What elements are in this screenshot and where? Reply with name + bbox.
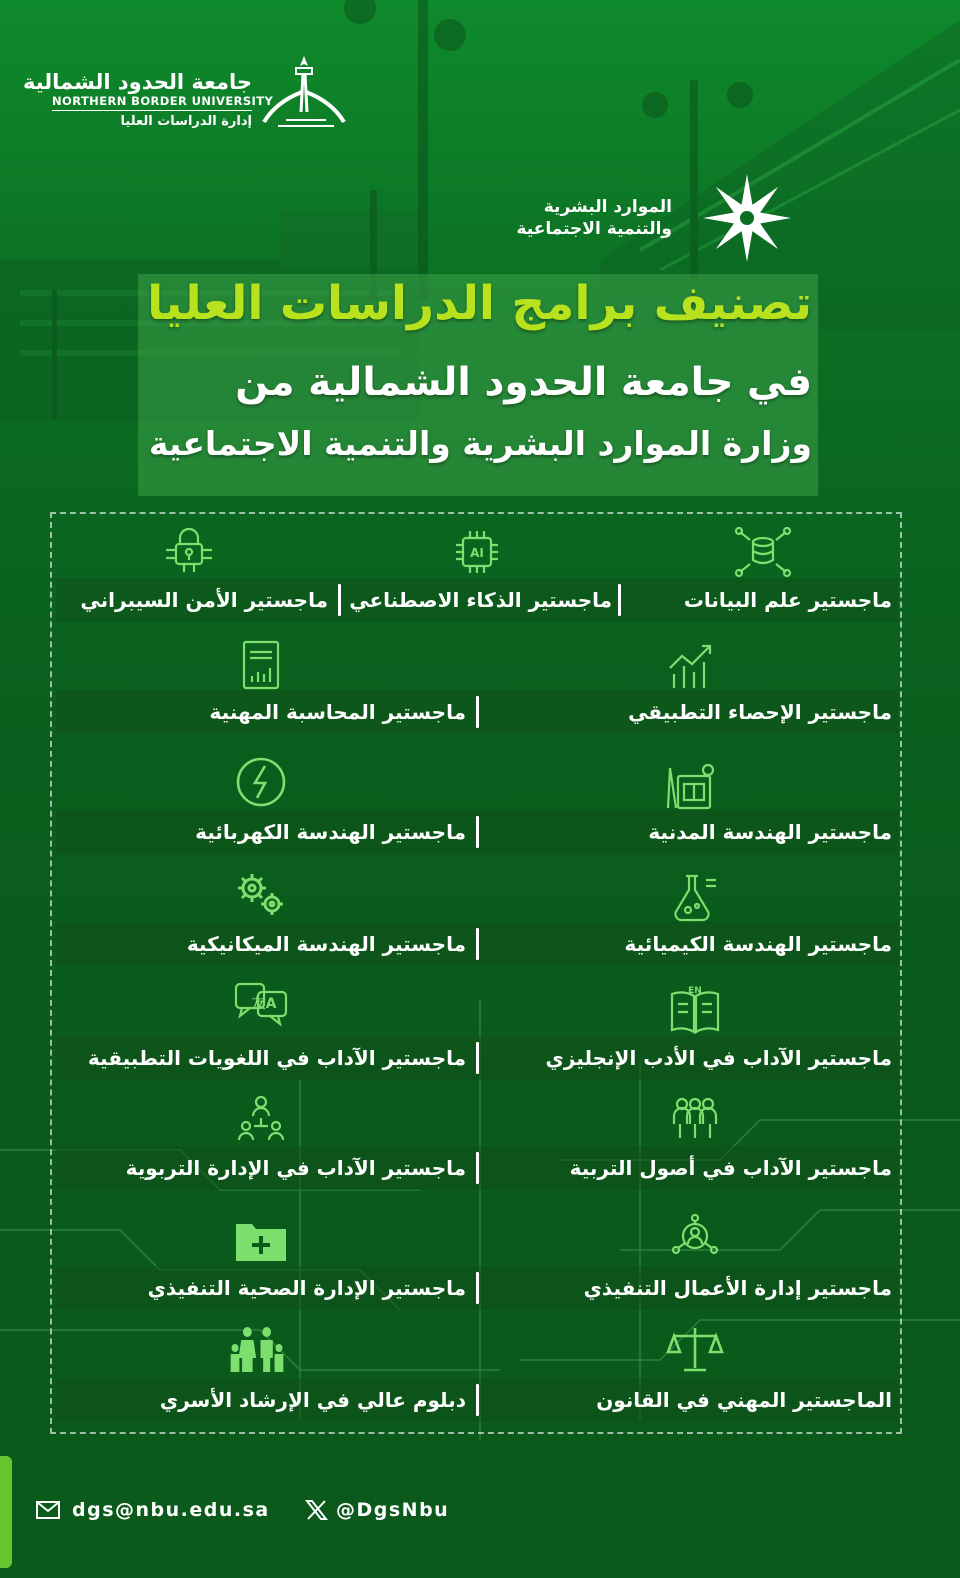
program-row-1 — [56, 578, 898, 622]
row-separator — [476, 1272, 479, 1304]
program-artificial-intelligence: ماجستير الذكاء الاصطناعي — [349, 588, 612, 612]
law-scales-icon — [666, 1324, 724, 1376]
logo-divider — [52, 110, 252, 111]
x-social-icon — [304, 1500, 328, 1520]
mechanical-gears-icon — [232, 868, 290, 920]
row-separator — [618, 584, 621, 616]
translation-icon — [232, 980, 290, 1032]
row-separator — [476, 1384, 479, 1416]
ai-chip-icon — [448, 526, 506, 578]
ministry-name-line1: الموارد البشرية — [543, 197, 672, 217]
translate-label: 友A — [251, 996, 277, 1012]
program-row-8 — [56, 1378, 898, 1422]
health-folder-icon — [232, 1214, 290, 1266]
program-cyber-security: ماجستير الأمن السيبراني — [80, 588, 328, 612]
business-administration-icon — [666, 1212, 724, 1264]
program-professional-accounting: ماجستير المحاسبة المهنية — [209, 700, 466, 724]
program-executive-business-administration: ماجستير إدارة الأعمال التنفيذي — [583, 1276, 892, 1300]
electrical-bolt-icon — [232, 756, 290, 808]
education-group-icon — [666, 1094, 724, 1146]
program-chemical-engineering: ماجستير الهندسة الكيميائية — [624, 932, 892, 956]
university-emblem-icon — [256, 52, 352, 134]
program-row-4 — [56, 922, 898, 966]
data-science-icon — [734, 526, 792, 578]
program-mechanical-engineering: ماجستير الهندسة الميكانيكية — [186, 932, 466, 956]
page-title: تصنيف برامج الدراسات العليا — [147, 276, 812, 331]
cyber-security-icon — [160, 524, 218, 576]
contact-x-handle[interactable]: @DgsNbu — [336, 1499, 450, 1521]
email-icon — [36, 1500, 60, 1520]
page-subtitle-line1: في جامعة الحدود الشمالية من — [235, 360, 812, 405]
chemistry-flask-icon — [664, 872, 722, 924]
university-name-ar: جامعة الحدود الشمالية — [22, 70, 252, 94]
program-executive-health-administration: ماجستير الإدارة الصحية التنفيذي — [147, 1276, 466, 1300]
row-separator — [476, 696, 479, 728]
row-separator — [476, 1042, 479, 1074]
accounting-report-icon — [232, 640, 290, 692]
university-name-en: NORTHERN BORDER UNIVERSITY — [52, 94, 274, 108]
program-professional-law: الماجستير المهني في القانون — [596, 1388, 892, 1412]
university-logo — [22, 52, 352, 138]
ministry-name-line2: والتنمية الاجتماعية — [516, 219, 672, 239]
row-separator — [338, 584, 341, 616]
program-foundations-education: ماجستير الآداب في أصول التربية — [569, 1156, 892, 1180]
program-row-6 — [56, 1146, 898, 1190]
contact-email[interactable]: dgs@nbu.edu.sa — [72, 1499, 270, 1521]
page-subtitle-line2: وزارة الموارد البشرية والتنمية الاجتماعية — [148, 424, 812, 463]
educational-leadership-icon — [232, 1094, 290, 1146]
ministry-logo — [490, 170, 810, 266]
program-applied-linguistics: ماجستير الآداب في اللغويات التطبيقية — [87, 1046, 466, 1070]
program-row-5 — [56, 1036, 898, 1080]
program-english-literature: ماجستير الآداب في الأدب الإنجليزي — [545, 1046, 892, 1070]
title-panel — [138, 274, 818, 496]
program-educational-administration: ماجستير الآداب في الإدارة التربوية — [125, 1156, 466, 1180]
ministry-name — [516, 196, 672, 240]
family-icon — [228, 1324, 286, 1376]
program-family-counseling-diploma: دبلوم عالي في الإرشاد الأسري — [159, 1388, 466, 1412]
program-data-science: ماجستير علم البيانات — [683, 588, 892, 612]
statistics-chart-icon — [662, 640, 720, 692]
ai-chip-label: AI — [470, 546, 484, 560]
civil-engineering-icon — [662, 762, 720, 814]
footer — [0, 1490, 960, 1530]
row-separator — [476, 928, 479, 960]
english-book-icon — [666, 984, 724, 1036]
program-row-7 — [56, 1266, 898, 1310]
ministry-star-icon — [684, 170, 810, 266]
row-separator — [476, 816, 479, 848]
program-civil-engineering: ماجستير الهندسة المدنية — [648, 820, 892, 844]
row-separator — [476, 1152, 479, 1184]
book-label: EN — [688, 986, 702, 996]
footer-band — [462, 1494, 960, 1526]
program-electrical-engineering: ماجستير الهندسة الكهربائية — [195, 820, 466, 844]
program-applied-statistics: ماجستير الإحصاء التطبيقي — [628, 700, 892, 724]
program-row-3 — [56, 810, 898, 854]
department-name: إدارة الدراسات العليا — [120, 114, 252, 129]
program-row-2 — [56, 690, 898, 734]
